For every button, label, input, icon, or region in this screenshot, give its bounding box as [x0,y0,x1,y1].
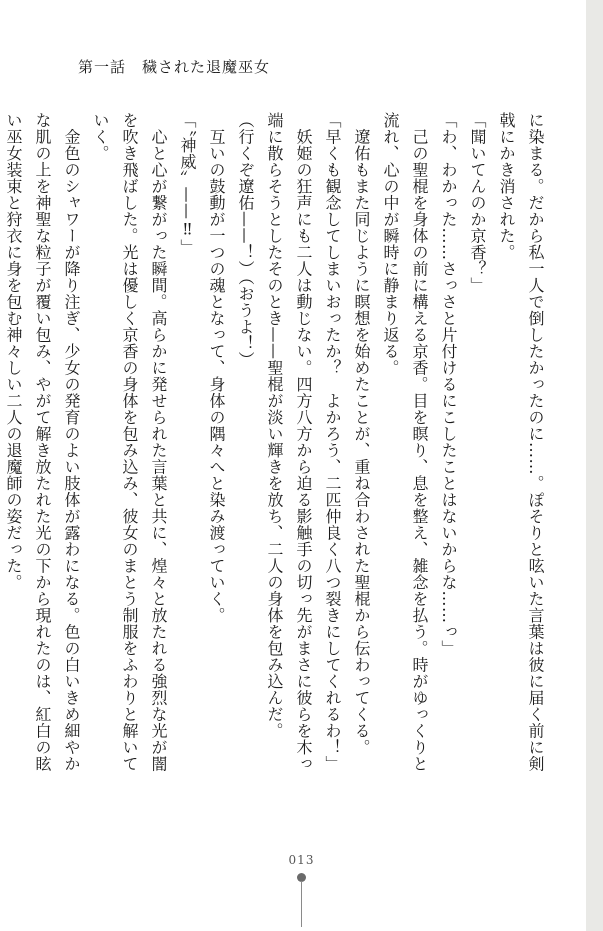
text-line: を吹き飛ばした。光は優しく京香の身体を包み込み、彼女のまとう制服をふわりと解いて [120,112,139,772]
text-line: 妖姫の狂声にも二人は動じない。四方八方から迫る影触手の切っ先がまさに彼らを木っ [294,112,313,772]
text-line: 心と心が繋がった瞬間。高らかに発せられた言葉と共に、煌々と放たれる強烈な光が闇 [149,112,168,772]
text-line: に染まる。だから私一人で倒したかったのに……。ぽそりと呟いた言葉は彼に届く前に剣 [526,112,545,772]
text-line: 己の聖棍を身体の前に構える京香。目を瞑り、息を整え、雑念を払う。時がゆっくりと [410,112,429,772]
text-line: いく。 [91,112,110,162]
vertical-body-text [4,112,550,802]
page-marker-line [301,881,302,927]
text-line: 「わ、わかった……さっさと片付けるにこしたことはないからな……っ」 [439,112,458,657]
chapter-title: 第一話 穢された退魔巫女 [78,58,271,76]
text-line: い巫女装束と狩衣に身を包む神々しい二人の退魔師の姿だった。 [4,112,23,591]
text-line: な肌の上を神聖な粒子が覆い包み、やがて解き放たれた光の下から現れたのは、紅白の眩 [33,112,52,772]
text-line: 金色のシャワーが降り注ぎ、少女の発育のよい肢体が露わになる。色の白いきめ細やか [62,112,81,772]
text-line: 流れ、心の中が瞬時に静まり返る。 [381,112,400,376]
text-line: 遼佑もまた同じように瞑想を始めたことが、重ね合わされた聖棍から伝わってくる。 [352,112,371,756]
page-number: 013 [288,853,315,867]
page-edge [586,0,603,931]
text-line: 端に散らそうとしたそのとき——聖棍が淡い輝きを放ち、二人の身体を包み込んだ。 [265,112,284,739]
text-line: 戟にかき消された。 [497,112,516,261]
text-line: 「聞いてんのか京香？」 [468,112,487,294]
text-line: 「早くも観念してしまいおったか？ よかろう、二匹仲良く八つ裂きにしてくれるわ！」 [323,112,342,772]
text-line: （行くぞ遼佑——！）（おうよ！） [236,112,255,368]
text-line: 「〝神威〟——‼」 [178,112,197,256]
text-line: 互いの鼓動が一つの魂となって、身体の隅々へと染み渡っていく。 [207,112,226,624]
